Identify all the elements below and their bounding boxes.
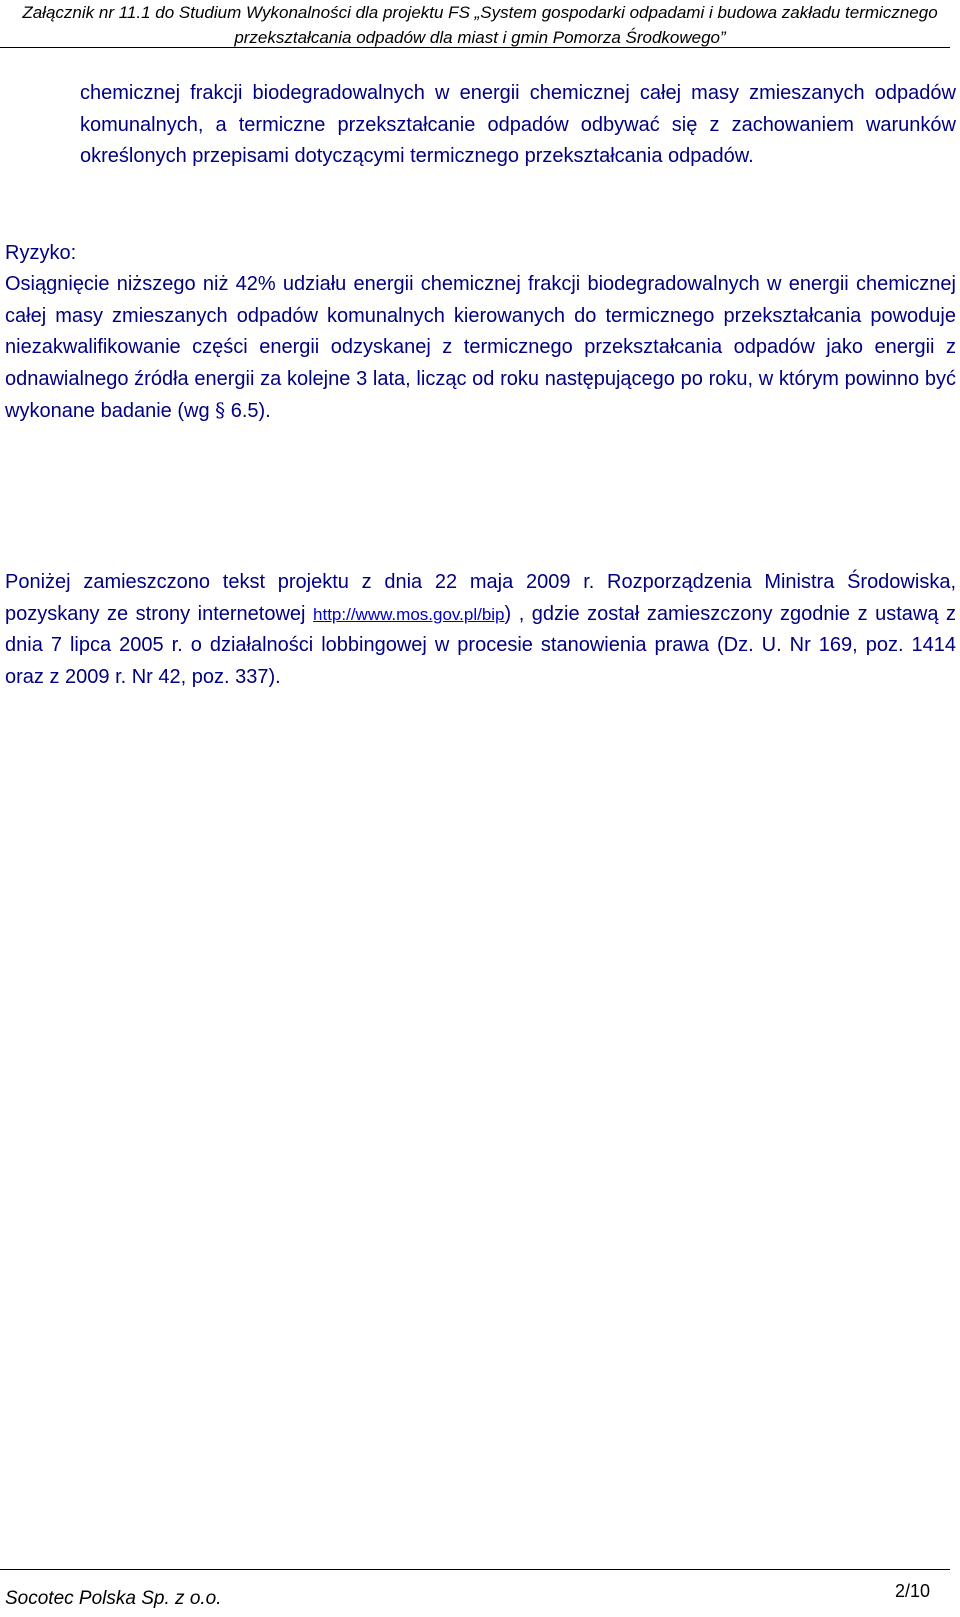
page-number: 2/10 [894, 1581, 930, 1601]
risk-section-ref: 6.5). [230, 400, 271, 422]
continuation-paragraph: chemicznej frakcji biodegradowalnych w energii chemicznej całej masy zmieszanych odpadów komunalnych, a termiczne przekształcanie odpadów odbywać się z zachowaniem warunków określonych przepisami dotyczącymi termicznego przekształcania odpadów. [80, 82, 956, 167]
header-line-2: przekształcania odpadów dla miast i gmin Pomorza Środkowego” [234, 28, 726, 47]
footer-divider [0, 1569, 950, 1570]
intro-paragraph [5, 567, 956, 693]
header-divider [0, 47, 950, 48]
page-header [0, 0, 960, 50]
risk-text: Osiągnięcie niższego niż 42% udziału energii chemicznej frakcji biodegradowalnych w energii chemicznej całej masy zmieszanych odpadów komunalnych kierowanych do termicznego przekształcania powoduje niezakwalifikowanie części energii odzyskanej z termicznego przekształcania odpadów jako energii z odnawialnego źródła energii za kolejne 3 lata, licząc od roku następującego po roku, w którym powinno być wykonane badanie (wg [5, 273, 956, 422]
risk-paragraph [5, 269, 956, 428]
header-line-1: Załącznik nr 11.1 do Studium Wykonalności dla projektu FS „System gospodarki odpadami i budowa zakładu termicznego [22, 3, 938, 22]
risk-label: Ryzyko: [5, 242, 77, 264]
section-sign: § [215, 398, 226, 422]
intro-text: Poniżej zamieszczono tekst projektu z dnia 22 maja 2009 r. Rozporządzenia Ministra Środowiska, pozyskany ze strony internetowej [5, 571, 956, 625]
intro-text-after-link: ) , gdzie został zamieszczony zgodnie z ustawą z dnia 7 lipca 2005 r. o działalności lobbingowej w procesie stanowienia prawa (Dz. U. Nr 169, poz. 1414 oraz z 2009 r. Nr 42, poz. 337). [5, 602, 956, 688]
footer-company: Socotec Polska Sp. z o.o. [5, 1588, 222, 1609]
bip-link[interactable]: http://www.mos.gov.pl/bip [313, 604, 505, 624]
